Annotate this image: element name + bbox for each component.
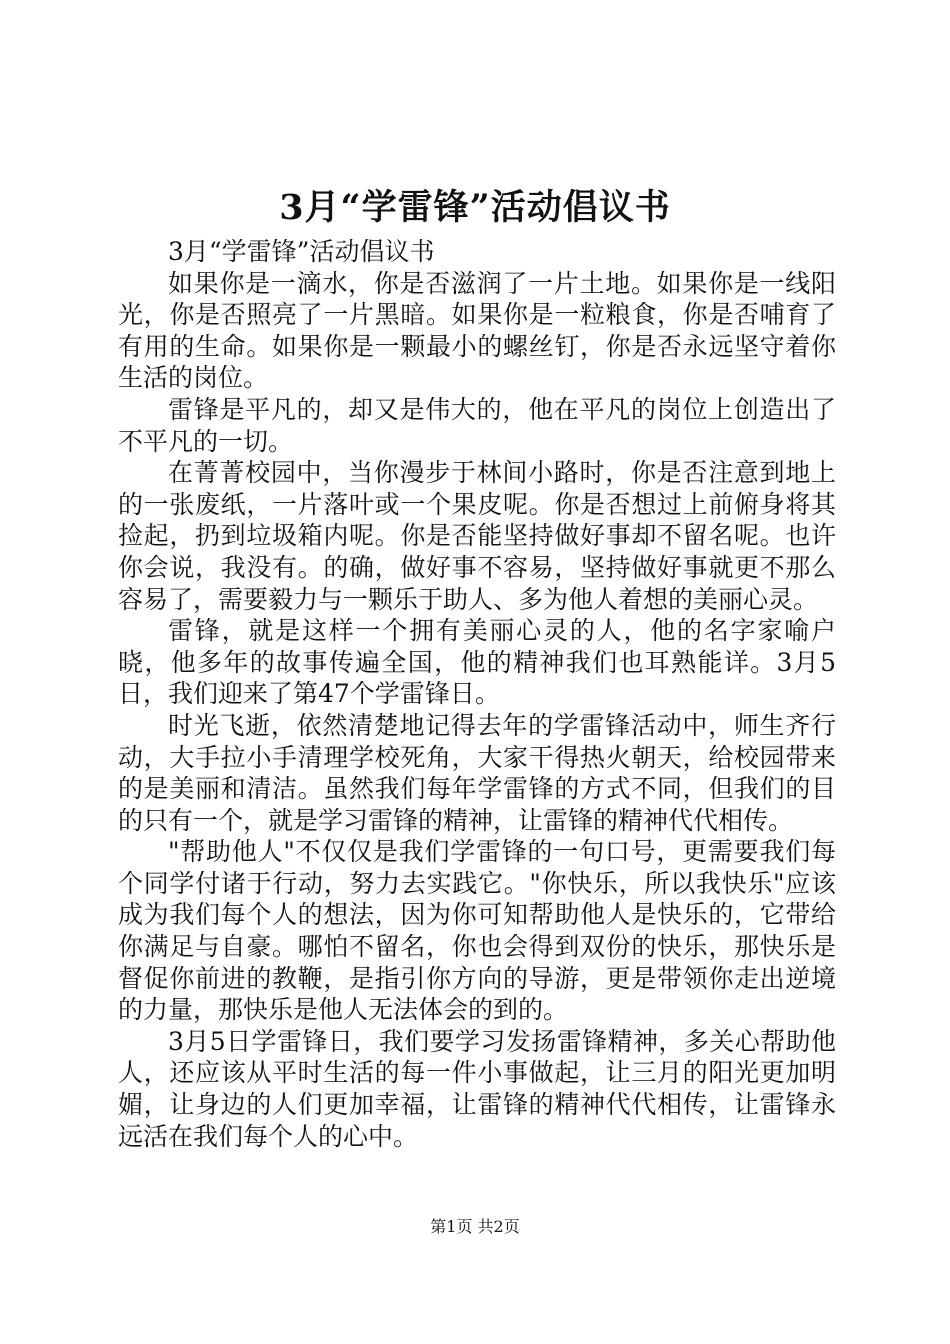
document-body [118,236,836,1152]
paragraph: 3月5日学雷锋日，我们要学习发扬雷锋精神，多关心帮助他人，还应该从平时生活的每一件小事做起，让三月的阳光更加明媚，让身边的人们更加幸福，让雷锋的精神代代相传，让雷锋永远活在我们每个人的心中。 [118,1026,836,1151]
paragraph: "帮助他人"不仅仅是我们学雷锋的一句口号，更需要我们每个同学付诸于行动，努力去实践它。"你快乐，所以我快乐"应该成为我们每个人的想法，因为你可知帮助他人是快乐的，它带给你满足与自豪。哪怕不留名，你也会得到双份的快乐，那快乐是督促你前进的教鞭，是指引你方向的导游，更是带领你走出逆境的力量，那快乐是他人无法体会的到的。 [118,837,836,1025]
paragraph: 如果你是一滴水，你是否滋润了一片土地。如果你是一线阳光，你是否照亮了一片黑暗。如果你是一粒粮食，你是否哺育了有用的生命。如果你是一颗最小的螺丝钉，你是否永远坚守着你生活的岗位。 [118,268,836,393]
paragraph: 雷锋是平凡的，却又是伟大的，他在平凡的岗位上创造出了不平凡的一切。 [118,394,836,456]
document-title: 3月“学雷锋”活动倡议书 [279,187,671,228]
paragraph: 时光飞逝，依然清楚地记得去年的学雷锋活动中，师生齐行动，大手拉小手清理学校死角，大家干得热火朝天，给校园带来的是美丽和清洁。虽然我们每年学雷锋的方式不同，但我们的目的只有一个，就是学习雷锋的精神，让雷锋的精神代代相传。 [118,710,836,835]
paragraph: 在菁菁校园中，当你漫步于林间小路时，你是否注意到地上的一张废纸，一片落叶或一个果皮呢。你是否想过上前俯身将其捡起，扔到垃圾箱内呢。你是否能坚持做好事却不留名呢。也许你会说，我没有。的确，做好事不容易，坚持做好事就更不那么容易了，需要毅力与一颗乐于助人、多为他人着想的美丽心灵。 [118,458,836,614]
paragraph-subtitle: 3月“学雷锋”活动倡议书 [168,237,435,266]
paragraph: 雷锋，就是这样一个拥有美丽心灵的人，他的名字家喻户晓，他多年的故事传遍全国，他的精神我们也耳熟能详。3月5日，我们迎来了第47个学雷锋日。 [118,616,836,709]
page-footer: 第1页 共2页 [430,1217,520,1236]
